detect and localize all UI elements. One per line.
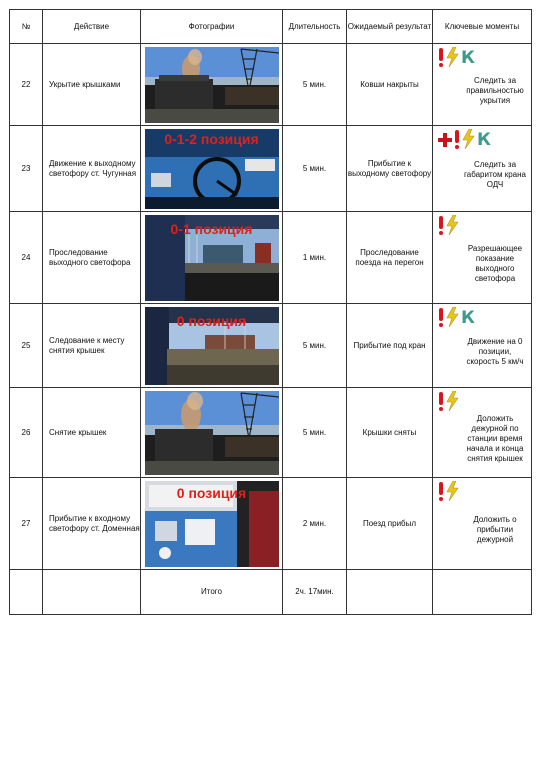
photo-cab-console <box>145 481 279 567</box>
photo-control-panel <box>145 129 279 209</box>
total-empty-num <box>10 570 43 615</box>
header-duration: Длительность <box>283 10 347 44</box>
row-photo-cell <box>141 126 283 212</box>
photo-track-view <box>145 307 279 385</box>
key-icons <box>438 481 459 503</box>
exclamation-icon <box>454 130 460 150</box>
photo-overlay-label: 0 позиция <box>176 484 247 501</box>
row-action: Движение к выходному светофору ст. Чугунная <box>43 126 141 212</box>
key-icons <box>438 47 475 69</box>
total-label: Итого <box>141 570 283 615</box>
photo-overlay-label: 0 позиция <box>176 312 247 329</box>
header-row <box>10 10 532 44</box>
exclamation-icon <box>438 48 444 68</box>
k-letter-icon: К <box>461 48 475 68</box>
key-icons <box>438 307 475 329</box>
row-duration: 5 мин. <box>283 126 347 212</box>
row-number: 23 <box>10 126 43 212</box>
header-photos: Фотографии <box>141 10 283 44</box>
lightning-icon <box>446 307 459 330</box>
header-action: Действие <box>43 10 141 44</box>
row-expected: Проследование поезда на перегон <box>347 212 433 304</box>
row-expected: Прибытие к выходному светофору <box>347 126 433 212</box>
table-row <box>10 304 532 388</box>
lightning-icon <box>446 391 459 414</box>
lightning-icon <box>446 215 459 238</box>
lightning-icon <box>446 47 459 70</box>
lightning-icon <box>446 481 459 504</box>
key-icons <box>438 129 491 151</box>
row-key: Разрешающее показание выходного светофора <box>467 243 523 283</box>
operations-table <box>9 9 532 615</box>
row-photo-cell <box>141 388 283 478</box>
table-row <box>10 388 532 478</box>
row-action: Проследование выходного светофора <box>43 212 141 304</box>
table-row <box>10 44 532 126</box>
row-number: 22 <box>10 44 43 126</box>
table-row <box>10 126 532 212</box>
table-row <box>10 478 532 570</box>
row-action: Снятие крышек <box>43 388 141 478</box>
row-key: Движение на 0 позиции, скорость 5 км/ч <box>466 336 524 366</box>
header-key: Ключевые моменты <box>433 10 532 44</box>
row-key-cell <box>433 304 532 388</box>
row-key-cell <box>433 388 532 478</box>
header-num: № <box>10 10 43 44</box>
photo-overlay-label: 0-1-2 позиция <box>164 130 259 147</box>
total-empty-action <box>43 570 141 615</box>
row-action: Укрытие крышками <box>43 44 141 126</box>
row-key-cell <box>433 212 532 304</box>
row-photo-cell <box>141 212 283 304</box>
photo-crane-removal <box>145 391 279 475</box>
row-expected: Поезд прибыл <box>347 478 433 570</box>
exclamation-icon <box>438 308 444 328</box>
key-icons <box>438 215 459 237</box>
exclamation-icon <box>438 392 444 412</box>
row-key-cell <box>433 44 532 126</box>
row-key: Следить за габаритом крана ОДЧ <box>464 159 526 189</box>
row-expected: Прибытие под кран <box>347 304 433 388</box>
photo-overlay-label: 0-1 позиция <box>170 220 253 237</box>
total-duration: 2ч. 17мин. <box>283 570 347 615</box>
row-duration: 5 мин. <box>283 388 347 478</box>
row-key: Доложить дежурной по станции время начала и конца снятия крышек <box>466 413 524 463</box>
total-empty-expected <box>347 570 433 615</box>
row-photo-cell <box>141 478 283 570</box>
exclamation-icon <box>438 482 444 502</box>
row-number: 24 <box>10 212 43 304</box>
row-number: 25 <box>10 304 43 388</box>
key-icons <box>438 391 459 413</box>
row-number: 26 <box>10 388 43 478</box>
row-action: Следование к месту снятия крышек <box>43 304 141 388</box>
row-key: Следить за правильностью укрытия <box>466 75 524 105</box>
lightning-icon <box>462 129 475 152</box>
row-expected: Крышки сняты <box>347 388 433 478</box>
photo-station-yard <box>145 215 279 301</box>
exclamation-icon <box>438 216 444 236</box>
row-key-cell <box>433 126 532 212</box>
row-photo-cell <box>141 44 283 126</box>
row-photo-cell <box>141 304 283 388</box>
row-action: Прибытие к входному светофору ст. Доменная <box>43 478 141 570</box>
row-key: Доложить о прибытии дежурной <box>473 514 517 544</box>
k-letter-icon: К <box>461 308 475 328</box>
row-key-cell <box>433 478 532 570</box>
photo-crane-ladles <box>145 47 279 123</box>
red-cross-icon <box>438 133 452 147</box>
k-letter-icon: К <box>477 130 491 150</box>
row-number: 27 <box>10 478 43 570</box>
row-duration: 5 мин. <box>283 44 347 126</box>
table-row <box>10 212 532 304</box>
row-duration: 1 мин. <box>283 212 347 304</box>
total-empty-key <box>433 570 532 615</box>
row-duration: 5 мин. <box>283 304 347 388</box>
header-expected: Ожидаемый результат <box>347 10 433 44</box>
total-row <box>10 570 532 615</box>
row-expected: Ковши накрыты <box>347 44 433 126</box>
row-duration: 2 мин. <box>283 478 347 570</box>
